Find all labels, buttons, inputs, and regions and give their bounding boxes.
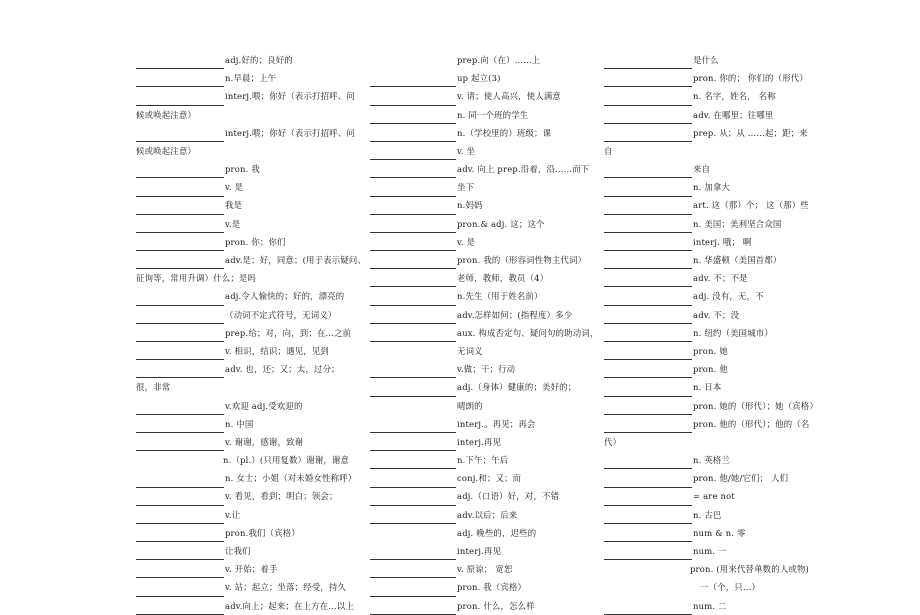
vocab-row bbox=[136, 124, 366, 142]
answer-blank-line[interactable] bbox=[370, 311, 456, 324]
answer-blank-line[interactable] bbox=[604, 129, 692, 142]
answer-blank-line[interactable] bbox=[136, 438, 224, 451]
vocab-row bbox=[604, 578, 834, 596]
vocab-definition: pron. 他的（形代）；他的（名 bbox=[693, 418, 810, 429]
vocab-row bbox=[370, 506, 592, 524]
vocab-row bbox=[136, 269, 366, 287]
answer-blank-line[interactable] bbox=[370, 184, 456, 197]
answer-blank-line[interactable] bbox=[370, 456, 456, 469]
vocab-definition: v. 谢谢，感谢，致谢 bbox=[225, 436, 304, 447]
answer-blank-line[interactable] bbox=[136, 329, 224, 342]
vocab-row bbox=[604, 360, 834, 378]
vocab-row bbox=[370, 469, 592, 487]
vocab-definition: adv. 在哪里；往哪里 bbox=[693, 109, 774, 120]
vocab-row bbox=[136, 542, 366, 560]
vocab-row bbox=[604, 142, 834, 160]
vocab-definition: prep. 从；从 ……起；距；来 bbox=[693, 127, 808, 138]
vocab-row bbox=[604, 469, 834, 487]
answer-blank-line[interactable] bbox=[136, 584, 224, 597]
answer-blank-line[interactable] bbox=[136, 475, 224, 488]
answer-blank-line[interactable] bbox=[136, 347, 224, 360]
vocab-row bbox=[604, 488, 834, 506]
vocab-definition: n.妈妈 bbox=[457, 200, 483, 211]
vocab-definition: aux. 构成否定句、疑问句的助动词， bbox=[457, 327, 599, 338]
vocab-row bbox=[136, 106, 366, 124]
vocab-definition: v.是 bbox=[225, 218, 241, 229]
vocab-definition: pron. (用来代替单数的人或物) bbox=[690, 564, 810, 575]
vocab-definition: interj.再见 bbox=[457, 546, 502, 557]
vocab-row bbox=[136, 51, 366, 69]
vocab-definition: v. 是 bbox=[225, 182, 244, 193]
vocab-row bbox=[370, 560, 592, 578]
vocab-row bbox=[604, 251, 834, 269]
answer-blank-line[interactable] bbox=[136, 129, 224, 142]
answer-blank-line[interactable] bbox=[604, 256, 692, 269]
vocab-definition: n. 华盛顿（美国首都） bbox=[693, 255, 782, 266]
vocab-definition: v. 是 bbox=[457, 236, 476, 247]
answer-blank-line[interactable] bbox=[370, 475, 456, 488]
vocab-definition: adj. 没有，无，不 bbox=[693, 291, 764, 302]
vocab-definition: up 起立(3) bbox=[457, 73, 501, 84]
vocab-row bbox=[370, 451, 592, 469]
vocab-definition: v.做；干；行动 bbox=[457, 364, 516, 375]
vocab-row bbox=[370, 69, 592, 87]
vocab-definition: v. 开始；着手 bbox=[225, 564, 278, 575]
answer-blank-line[interactable] bbox=[604, 475, 692, 488]
answer-blank-line[interactable] bbox=[604, 347, 692, 360]
vocab-row bbox=[136, 87, 366, 105]
vocab-row bbox=[370, 342, 592, 360]
vocab-row bbox=[136, 378, 366, 396]
vocab-row bbox=[136, 324, 366, 342]
answer-blank-line[interactable] bbox=[370, 202, 456, 215]
vocab-row bbox=[604, 324, 834, 342]
answer-blank-line[interactable] bbox=[136, 93, 224, 106]
answer-blank-line[interactable] bbox=[136, 56, 224, 69]
vocab-row bbox=[136, 397, 366, 415]
answer-blank-line[interactable] bbox=[370, 111, 456, 124]
answer-blank-line[interactable] bbox=[604, 547, 692, 560]
vocab-row bbox=[136, 433, 366, 451]
vocab-definition: n. 名字，姓名， 名称 bbox=[693, 91, 776, 102]
answer-blank-line[interactable] bbox=[370, 565, 456, 578]
vocab-row bbox=[136, 469, 366, 487]
vocab-row bbox=[136, 560, 366, 578]
vocab-definition: 来自 bbox=[693, 164, 711, 175]
vocab-row bbox=[370, 142, 592, 160]
vocab-definition: n. 古巴 bbox=[693, 509, 722, 520]
vocab-row bbox=[370, 160, 592, 178]
answer-blank-line[interactable] bbox=[604, 56, 692, 69]
vocab-row bbox=[604, 342, 834, 360]
vocab-row bbox=[370, 51, 592, 69]
answer-blank-line[interactable] bbox=[136, 529, 224, 542]
vocab-definition: pron. 我的（形容词性物主代词） bbox=[457, 255, 587, 266]
vocab-definition: interj.喂；你好（表示打招呼、问 bbox=[225, 91, 355, 102]
answer-blank-line[interactable] bbox=[604, 238, 692, 251]
vocab-definition: art. 这（那）个； 这（那）些 bbox=[693, 200, 809, 211]
vocab-row bbox=[370, 378, 592, 396]
answer-blank-line[interactable] bbox=[136, 293, 224, 306]
answer-blank-line[interactable] bbox=[370, 329, 456, 342]
vocab-row bbox=[604, 197, 834, 215]
vocab-definition: adv.怎样如何；(指程度）多少 bbox=[457, 309, 573, 320]
vocab-row bbox=[604, 269, 834, 287]
vocab-definition: 自 bbox=[604, 145, 613, 156]
vocab-definition: n. 纽约（美国城市） bbox=[693, 327, 773, 338]
vocab-row bbox=[604, 124, 834, 142]
vocab-row bbox=[370, 433, 592, 451]
answer-blank-line[interactable] bbox=[604, 202, 692, 215]
vocab-row bbox=[370, 306, 592, 324]
vocab-row bbox=[136, 342, 366, 360]
vocab-row bbox=[136, 233, 366, 251]
vocab-row bbox=[136, 415, 366, 433]
vocab-definition: n.早晨；上午 bbox=[225, 73, 277, 84]
answer-blank-line[interactable] bbox=[604, 93, 692, 106]
vocab-row bbox=[370, 597, 592, 615]
vocab-definition: n. 日本 bbox=[693, 382, 722, 393]
vocab-definition: 很，非常 bbox=[136, 382, 171, 393]
vocab-definition: n.下午；午后 bbox=[457, 455, 509, 466]
answer-blank-line[interactable] bbox=[604, 184, 692, 197]
answer-blank-line[interactable] bbox=[604, 602, 692, 615]
answer-blank-line[interactable] bbox=[370, 74, 456, 87]
answer-blank-line[interactable] bbox=[604, 402, 692, 415]
vocab-definition: pron.& adj. 这；这个 bbox=[457, 218, 545, 229]
answer-blank-line[interactable] bbox=[370, 420, 456, 433]
vocab-row bbox=[604, 433, 834, 451]
vocab-row bbox=[370, 124, 592, 142]
vocab-definition: v.欢迎 adj.受欢迎的 bbox=[225, 400, 303, 411]
answer-blank-line[interactable] bbox=[136, 420, 224, 433]
vocab-definition: v. 请；使人高兴，使人满意 bbox=[457, 91, 561, 102]
vocab-row bbox=[604, 178, 834, 196]
vocab-definition: n.（pl.）(只用复数）谢谢，谢意 bbox=[223, 455, 350, 466]
answer-blank-line[interactable] bbox=[136, 165, 224, 178]
answer-blank-line[interactable] bbox=[370, 129, 456, 142]
vocab-definition: n. 女士；小姐（对未婚女性称呼） bbox=[225, 473, 357, 484]
vocab-row bbox=[136, 524, 366, 542]
vocab-definition: = are not bbox=[693, 491, 735, 502]
vocab-definition: num. 一 bbox=[693, 546, 727, 557]
vocab-definition: pron. 你的； 你们的（形代） bbox=[693, 73, 808, 84]
answer-blank-line[interactable] bbox=[136, 365, 224, 378]
vocab-definition: adv. 不；不是 bbox=[693, 273, 748, 284]
vocab-definition: pron. 他/她/它们； 人们 bbox=[693, 473, 789, 484]
answer-blank-line[interactable] bbox=[604, 456, 692, 469]
vocab-row bbox=[604, 287, 834, 305]
vocab-definition: n. 美国；美利坚合众国 bbox=[693, 218, 782, 229]
vocab-row bbox=[370, 87, 592, 105]
answer-blank-line[interactable] bbox=[370, 274, 456, 287]
vocab-column-2 bbox=[370, 51, 599, 615]
vocab-row bbox=[136, 160, 366, 178]
vocab-definition: v. 相识，结识；遇见，见到 bbox=[225, 345, 329, 356]
vocab-definition: pron. 我 bbox=[225, 164, 260, 175]
vocab-definition: n.先生（用于姓名前） bbox=[457, 291, 543, 302]
vocab-row bbox=[370, 488, 592, 506]
answer-blank-line[interactable] bbox=[604, 493, 692, 506]
vocab-row bbox=[604, 215, 834, 233]
vocab-column-3 bbox=[604, 51, 834, 615]
vocab-definition: v.让 bbox=[225, 509, 241, 520]
vocab-definition: n. 英格兰 bbox=[693, 455, 731, 466]
answer-blank-line[interactable] bbox=[604, 220, 692, 233]
vocab-row bbox=[136, 488, 366, 506]
answer-blank-line[interactable] bbox=[370, 220, 456, 233]
vocab-row bbox=[604, 451, 834, 469]
vocab-definition: 候或唤起注意） bbox=[136, 109, 197, 120]
answer-blank-line[interactable] bbox=[604, 111, 692, 124]
vocab-column-1 bbox=[136, 51, 366, 615]
answer-blank-line[interactable] bbox=[370, 165, 456, 178]
answer-blank-line[interactable] bbox=[370, 602, 456, 615]
vocab-row bbox=[136, 178, 366, 196]
vocab-row bbox=[136, 142, 366, 160]
answer-blank-line[interactable] bbox=[136, 256, 224, 269]
answer-blank-line[interactable] bbox=[370, 384, 456, 397]
vocab-row bbox=[604, 160, 834, 178]
answer-blank-line[interactable] bbox=[370, 438, 456, 451]
answer-blank-line[interactable] bbox=[136, 220, 224, 233]
answer-blank-line[interactable] bbox=[604, 74, 692, 87]
answer-blank-line[interactable] bbox=[136, 602, 224, 615]
vocab-row bbox=[370, 324, 599, 342]
vocab-definition: adv.以后；后来 bbox=[457, 509, 518, 520]
answer-blank-line[interactable] bbox=[136, 238, 224, 251]
vocab-definition: pron. 我（宾格） bbox=[457, 582, 527, 593]
vocab-row bbox=[604, 560, 834, 578]
vocab-definition: v. 看见，看到；明白；领会； bbox=[225, 491, 338, 502]
vocab-definition: pron. 什么，怎么样 bbox=[457, 600, 535, 611]
answer-blank-line[interactable] bbox=[370, 93, 456, 106]
vocab-row bbox=[136, 578, 366, 596]
vocab-definition: adj.（身体）健康的；美好的； bbox=[457, 382, 577, 393]
vocab-definition: adv. 不；没 bbox=[693, 309, 740, 320]
vocab-definition: 坐下 bbox=[457, 182, 475, 193]
vocab-definition: 是什么 bbox=[693, 54, 719, 65]
vocab-definition: （动词不定式符号，无词义） bbox=[225, 309, 337, 320]
vocab-row bbox=[370, 578, 592, 596]
answer-blank-line[interactable] bbox=[604, 365, 692, 378]
answer-blank-line[interactable] bbox=[136, 74, 224, 87]
vocab-definition: 一（个，只…） bbox=[700, 582, 761, 593]
answer-blank-line[interactable] bbox=[370, 511, 456, 524]
vocab-definition: 晴朗的 bbox=[457, 400, 483, 411]
vocab-row bbox=[604, 597, 834, 615]
vocab-definition: num. 二 bbox=[693, 600, 727, 611]
vocab-definition: n.（学校里的）班级；课 bbox=[457, 127, 552, 138]
vocab-row bbox=[136, 360, 366, 378]
answer-blank-line[interactable] bbox=[370, 147, 456, 160]
vocab-definition: prep.向（在）……上 bbox=[457, 54, 541, 65]
vocab-definition: pron. 她 bbox=[693, 345, 728, 356]
vocab-row bbox=[604, 397, 834, 415]
vocab-definition: v. 原谅； 宽恕 bbox=[457, 564, 513, 575]
vocab-definition: adj. 晚些的，迟些的 bbox=[457, 527, 537, 538]
answer-blank-line[interactable] bbox=[370, 584, 456, 597]
vocab-row bbox=[370, 397, 592, 415]
vocab-row bbox=[604, 51, 834, 69]
vocab-definition: adj.令人愉快的；好的，漂亮的 bbox=[225, 291, 345, 302]
vocab-definition: adj.（口语）好，对，不错 bbox=[457, 491, 560, 502]
vocab-definition: 征询等，常用升调）什么；是吗 bbox=[136, 273, 257, 284]
vocab-row bbox=[136, 287, 366, 305]
answer-blank-line[interactable] bbox=[604, 311, 692, 324]
vocab-row bbox=[604, 378, 834, 396]
vocab-definition: interj.喂；你好（表示打招呼、问 bbox=[225, 127, 355, 138]
vocab-row bbox=[136, 215, 366, 233]
vocab-definition: 候或唤起注意） bbox=[136, 145, 197, 156]
vocab-definition: 我是 bbox=[225, 200, 243, 211]
vocab-definition: pron. 她的（形代）；她（宾格） bbox=[693, 400, 819, 411]
vocab-row bbox=[370, 524, 592, 542]
answer-blank-line[interactable] bbox=[136, 311, 224, 324]
vocab-row bbox=[604, 233, 834, 251]
vocab-row bbox=[604, 87, 834, 105]
vocab-definition: n. 中国 bbox=[225, 418, 254, 429]
vocab-definition: 老师，教师，教员（4） bbox=[457, 273, 549, 284]
vocab-row bbox=[136, 597, 366, 615]
answer-blank-line[interactable] bbox=[136, 547, 224, 560]
vocab-definition: pron. 他 bbox=[693, 364, 728, 375]
answer-blank-line[interactable] bbox=[604, 293, 692, 306]
vocab-definition: 让我们 bbox=[225, 546, 251, 557]
vocab-definition: adv. 也，还；又；太，过分； bbox=[225, 364, 340, 375]
vocab-row bbox=[370, 215, 592, 233]
vocab-definition: interj. 哦； 啊 bbox=[693, 236, 752, 247]
vocab-row bbox=[370, 415, 592, 433]
vocab-row bbox=[136, 451, 366, 469]
vocab-row bbox=[604, 542, 834, 560]
vocab-definition: adv. 向上 prep.沿着，沿……而下 bbox=[457, 164, 590, 175]
answer-blank-line[interactable] bbox=[136, 402, 224, 415]
answer-blank-line[interactable] bbox=[136, 493, 224, 506]
vocab-definition: n. 同一个班的学生 bbox=[457, 109, 529, 120]
vocab-definition: adj.好的；良好的 bbox=[225, 54, 293, 65]
vocab-row bbox=[370, 269, 592, 287]
answer-blank-line[interactable] bbox=[370, 238, 456, 251]
answer-blank-line[interactable] bbox=[370, 365, 456, 378]
vocab-row bbox=[370, 233, 592, 251]
vocab-definition: prep.给；对，向，到；在…之前 bbox=[225, 327, 352, 338]
vocab-definition: n. 加拿大 bbox=[693, 182, 731, 193]
vocab-row bbox=[370, 360, 592, 378]
vocab-definition: adv.是；好，同意；(用于表示疑问、 bbox=[225, 255, 367, 266]
answer-blank-line[interactable] bbox=[604, 420, 692, 433]
answer-blank-line[interactable] bbox=[370, 293, 456, 306]
vocab-definition: adv.向上；起来；在上方在…以上 bbox=[225, 600, 355, 611]
vocab-definition: pron.我们（宾格） bbox=[225, 527, 300, 538]
vocab-row bbox=[136, 251, 366, 269]
vocab-definition: interj.再见 bbox=[457, 436, 502, 447]
answer-blank-line[interactable] bbox=[604, 511, 692, 524]
answer-blank-line[interactable] bbox=[136, 184, 224, 197]
vocab-definition: pron. 你；你们 bbox=[225, 236, 286, 247]
vocab-row bbox=[370, 197, 592, 215]
vocab-row bbox=[370, 106, 592, 124]
vocab-definition: v. 站；起立；坐落；经受，持久 bbox=[225, 582, 347, 593]
vocab-row bbox=[604, 106, 834, 124]
answer-blank-line[interactable] bbox=[604, 329, 692, 342]
answer-blank-line[interactable] bbox=[604, 165, 692, 178]
answer-blank-line[interactable] bbox=[604, 384, 692, 397]
answer-blank-line[interactable] bbox=[370, 547, 456, 560]
vocab-row bbox=[604, 524, 834, 542]
answer-blank-line[interactable] bbox=[370, 256, 456, 269]
vocab-row bbox=[370, 178, 592, 196]
vocab-row bbox=[604, 506, 834, 524]
answer-blank-line[interactable] bbox=[136, 511, 224, 524]
vocab-row bbox=[370, 251, 592, 269]
answer-blank-line[interactable] bbox=[604, 274, 692, 287]
vocab-definition: 无词义 bbox=[457, 345, 483, 356]
vocab-definition: interj.。再见；再会 bbox=[457, 418, 536, 429]
vocab-row bbox=[370, 542, 592, 560]
answer-blank-line[interactable] bbox=[136, 565, 224, 578]
vocab-row bbox=[370, 287, 592, 305]
vocab-definition: num & n. 零 bbox=[693, 527, 746, 538]
answer-blank-line[interactable] bbox=[370, 493, 456, 506]
vocab-row bbox=[604, 306, 834, 324]
vocab-definition: 代） bbox=[604, 436, 622, 447]
vocab-row bbox=[136, 506, 366, 524]
vocab-row bbox=[604, 415, 834, 433]
vocab-row bbox=[136, 306, 366, 324]
vocab-row bbox=[136, 197, 366, 215]
vocab-row bbox=[604, 69, 834, 87]
answer-blank-line[interactable] bbox=[604, 529, 692, 542]
vocab-row bbox=[136, 69, 366, 87]
vocab-definition: conj.和；又；而 bbox=[457, 473, 522, 484]
vocab-definition: v. 坐 bbox=[457, 145, 476, 156]
answer-blank-line[interactable] bbox=[136, 202, 224, 215]
